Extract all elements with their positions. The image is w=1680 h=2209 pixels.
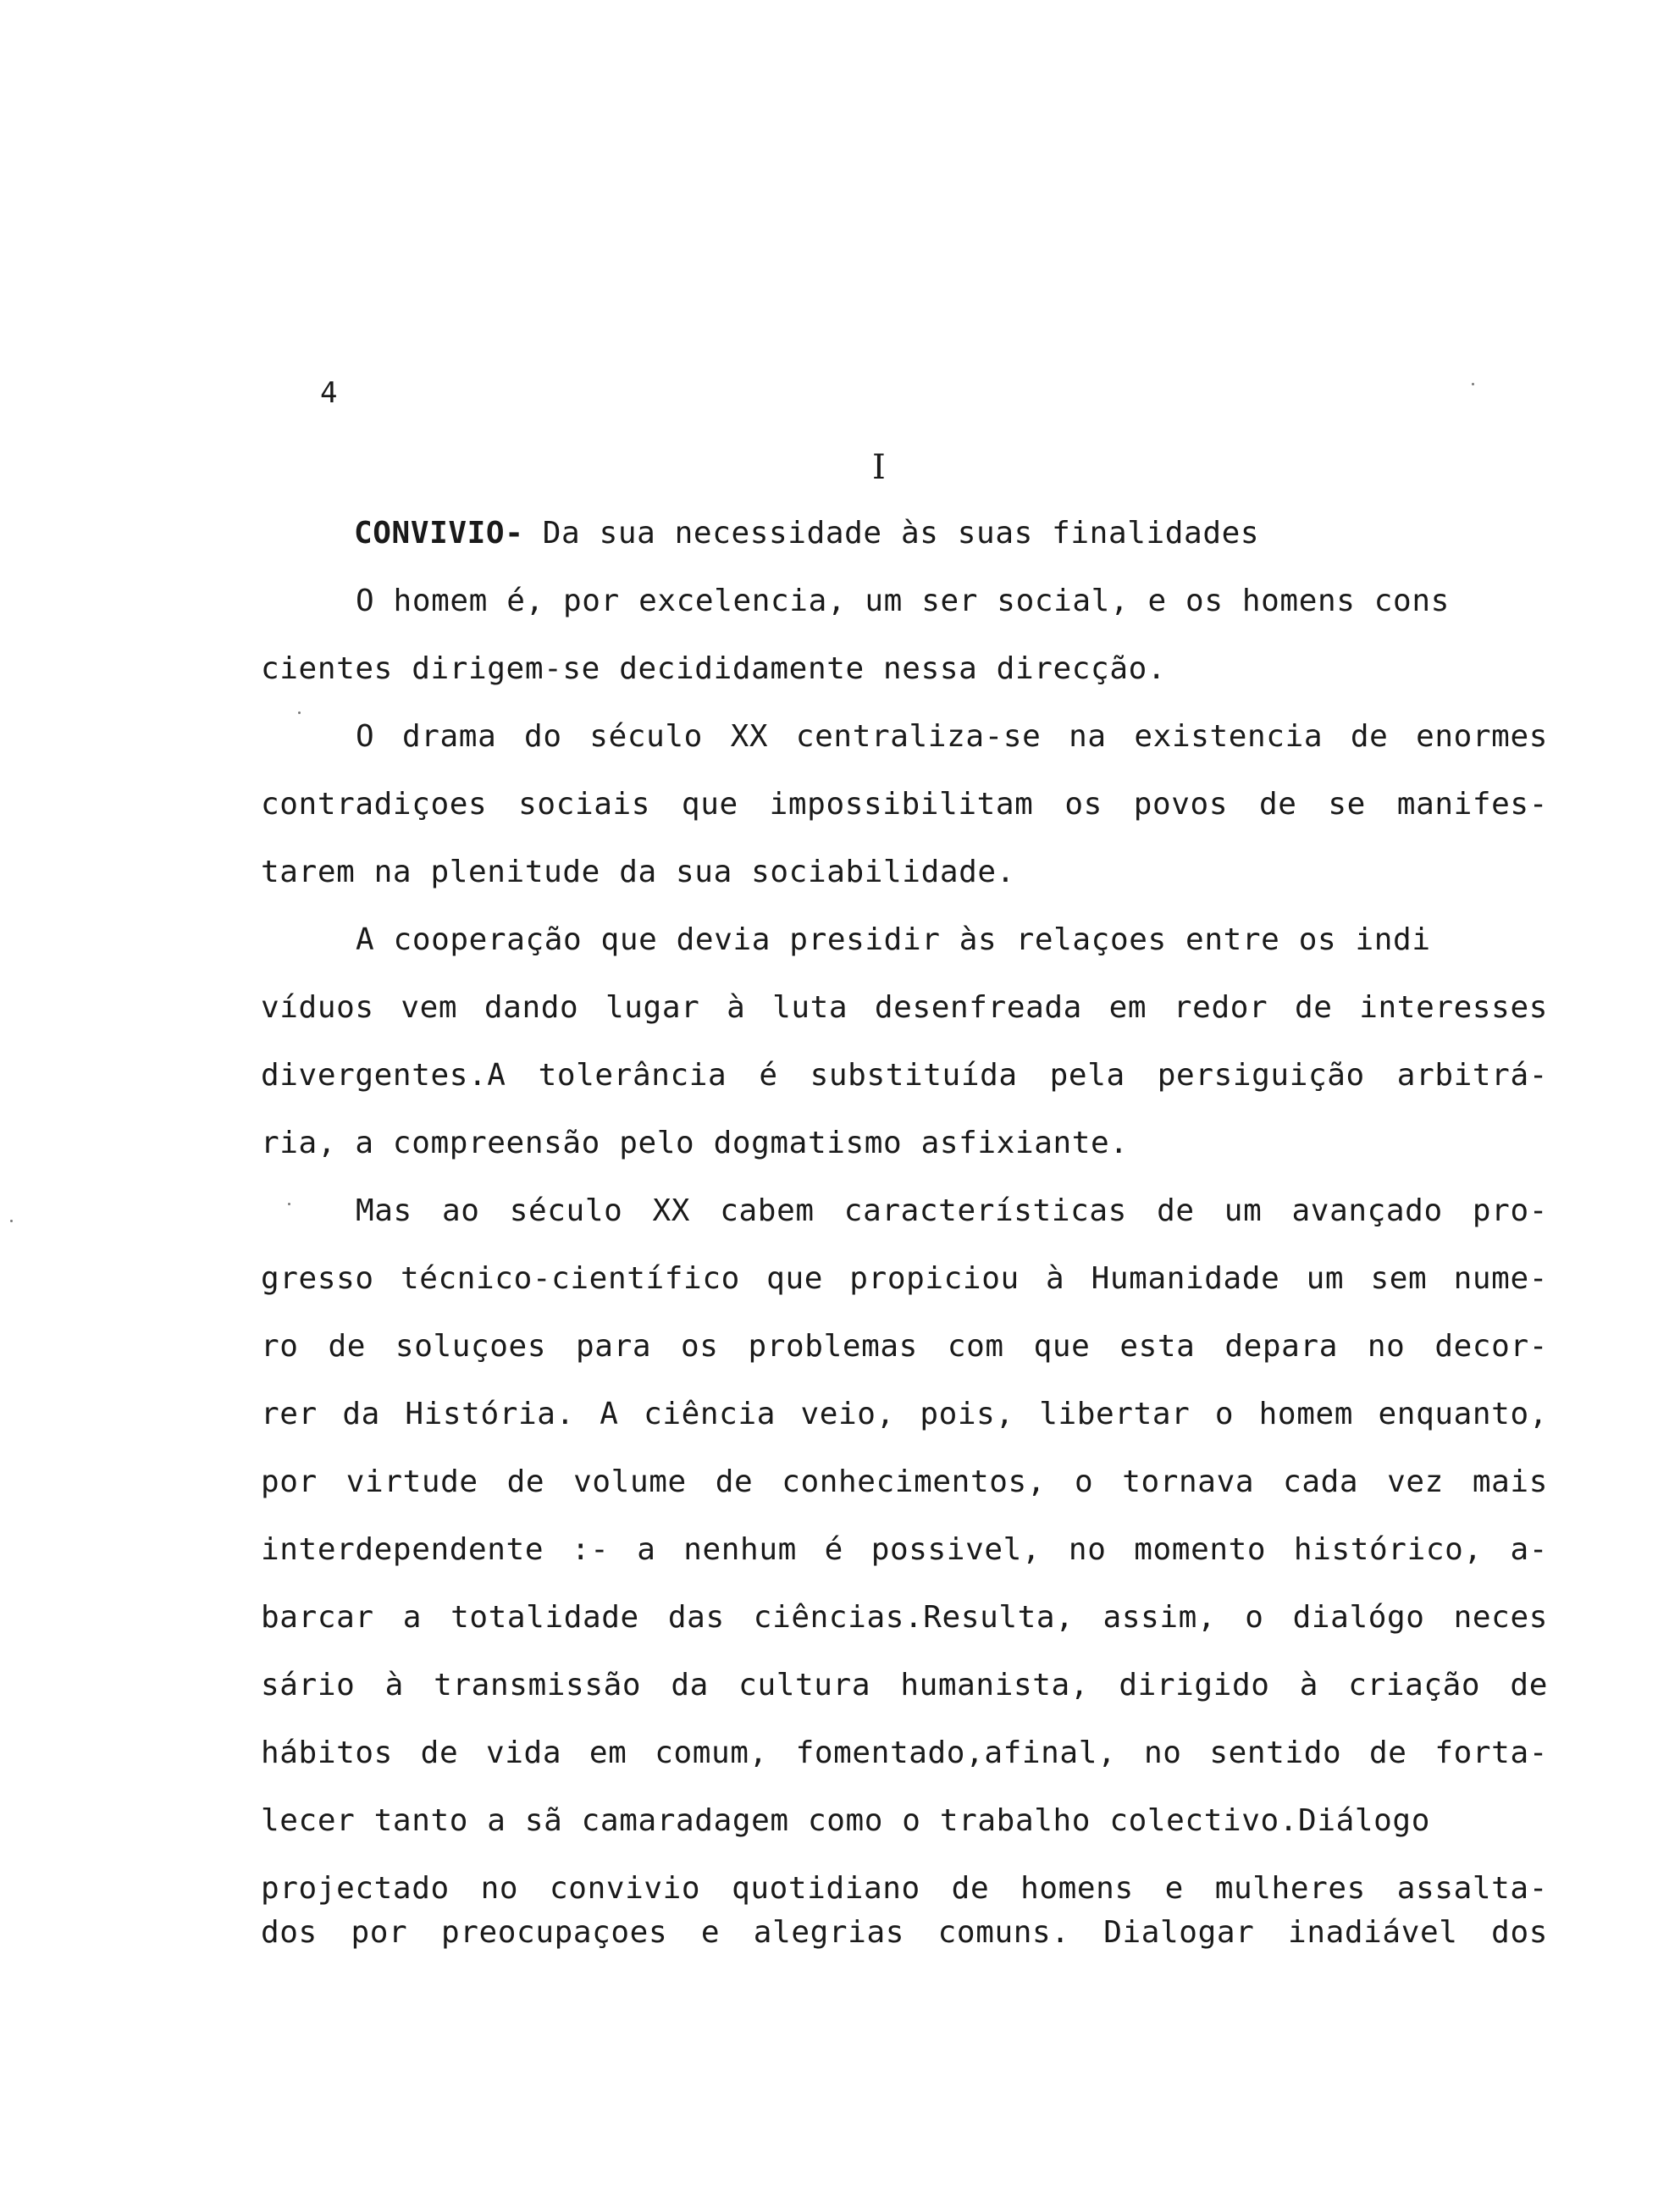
page-number: 4 <box>320 376 338 410</box>
body-line: sário à transmissão da cultura humanista, dirigido à criação de <box>261 1668 1548 1702</box>
body-line: por virtude de volume de conhecimentos, o tornava cada vez mais <box>261 1464 1548 1499</box>
body-line: divergentes.A tolerância é substituída pela persiguição arbitrá- <box>261 1058 1548 1093</box>
scan-speck <box>298 711 301 714</box>
body-line: tarem na plenitude da sua sociabilidade. <box>261 855 1015 889</box>
body-line: O drama do século XX centraliza-se na existencia de enormes <box>356 719 1548 754</box>
body-line: A cooperação que devia presidir às relaçoes entre os indi <box>356 922 1431 957</box>
body-line: projectado no convivio quotidiano de homens e mulheres assalta- <box>261 1871 1548 1906</box>
body-line: ro de soluçoes para os problemas com que esta depara no decor- <box>261 1329 1548 1364</box>
body-line: barcar a totalidade das ciências.Resulta, assim, o dialógo neces <box>261 1600 1548 1635</box>
body-line: ria, a compreensão pelo dogmatismo asfixiante. <box>261 1126 1129 1160</box>
heading-subtitle: Da sua necessidade às suas finalidades <box>523 516 1260 551</box>
scan-speck <box>10 1220 13 1222</box>
body-line: hábitos de vida em comum, fomentado,afinal, no sentido de forta- <box>261 1736 1548 1770</box>
body-line: gresso técnico-científico que propiciou à Humanidade um sem nume- <box>261 1261 1548 1296</box>
scan-speck <box>1472 383 1474 385</box>
heading-label: CONVIVIO- <box>354 516 524 551</box>
body-line: lecer tanto a sã camaradagem como o trabalho colectivo.Diálogo <box>261 1803 1430 1838</box>
body-line: Mas ao século XX cabem características de um avançado pro- <box>356 1193 1548 1228</box>
body-line: contradiçoes sociais que impossibilitam os povos de se manifes- <box>261 787 1548 822</box>
body-line: interdependente :- a nenhum é possivel, no momento histórico, a- <box>261 1532 1548 1567</box>
body-line: dos por preocupaçoes e alegrias comuns. Dialogar inadiável dos <box>261 1915 1548 1950</box>
body-line: O homem é, por excelencia, um ser social, e os homens cons <box>356 584 1450 618</box>
scan-speck <box>288 1203 290 1205</box>
body-line: cientes dirigem-se decididamente nessa direcção. <box>261 651 1167 686</box>
body-line: rer da História. A ciência veio, pois, libertar o homem enquanto, <box>261 1397 1548 1431</box>
body-line: víduos vem dando lugar à luta desenfreada em redor de interesses <box>261 990 1548 1025</box>
chapter-numeral: I <box>872 448 886 487</box>
section-heading <box>354 515 1259 552</box>
